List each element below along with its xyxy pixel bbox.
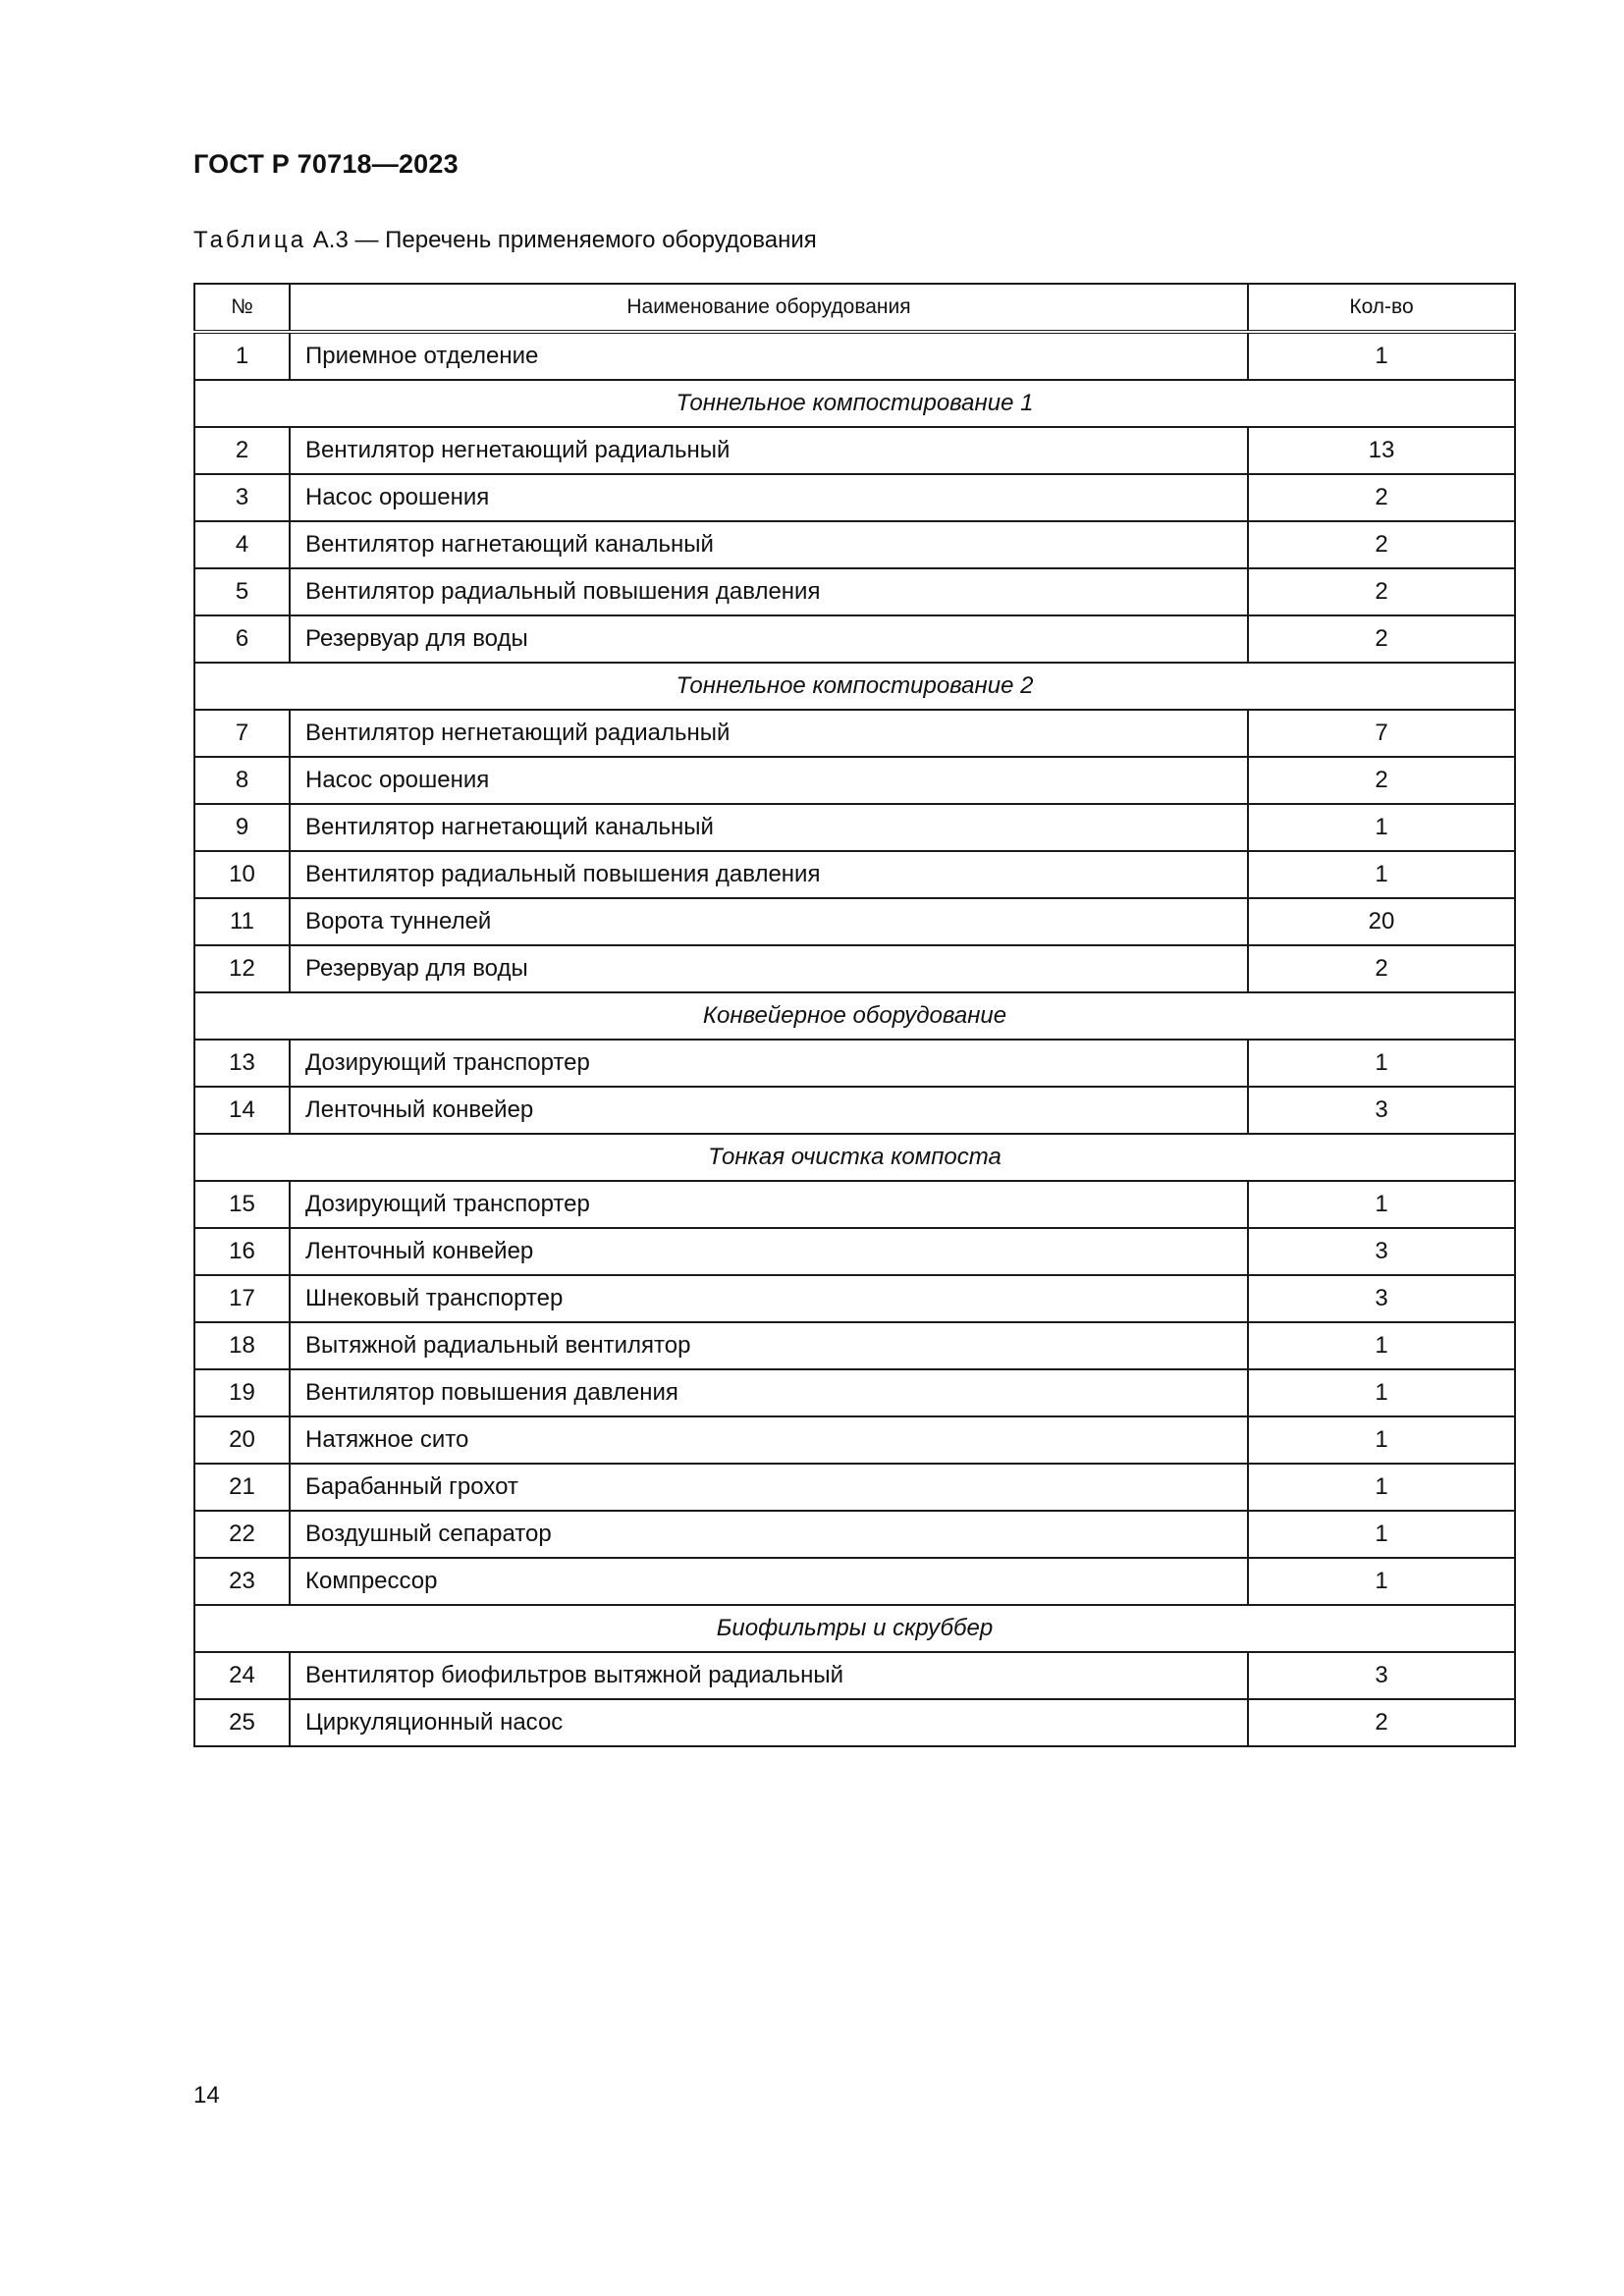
equipment-name: Барабанный грохот [290, 1464, 1248, 1511]
table-row [194, 1322, 1515, 1369]
table-row [194, 1181, 1515, 1228]
equipment-name: Вентилятор негнетающий радиальный [290, 427, 1248, 474]
equipment-name: Резервуар для воды [290, 615, 1248, 663]
row-number: 6 [194, 615, 290, 663]
row-number: 24 [194, 1652, 290, 1699]
row-number: 13 [194, 1040, 290, 1087]
equipment-name: Приемное отделение [290, 332, 1248, 380]
row-number: 14 [194, 1087, 290, 1134]
table-row [194, 1369, 1515, 1416]
equipment-quantity: 1 [1248, 1040, 1515, 1087]
equipment-name: Вентилятор нагнетающий канальный [290, 521, 1248, 568]
row-number: 11 [194, 898, 290, 945]
table-row [194, 1699, 1515, 1746]
table-row [194, 710, 1515, 757]
equipment-quantity: 3 [1248, 1275, 1515, 1322]
table-row [194, 1275, 1515, 1322]
row-number: 16 [194, 1228, 290, 1275]
table-body [194, 332, 1515, 1746]
equipment-quantity: 1 [1248, 1416, 1515, 1464]
row-number: 7 [194, 710, 290, 757]
equipment-name: Дозирующий транспортер [290, 1181, 1248, 1228]
equipment-quantity: 2 [1248, 568, 1515, 615]
row-number: 3 [194, 474, 290, 521]
column-header-name: Наименование оборудования [290, 284, 1248, 332]
equipment-name: Циркуляционный насос [290, 1699, 1248, 1746]
equipment-quantity: 1 [1248, 804, 1515, 851]
row-number: 2 [194, 427, 290, 474]
section-title: Биофильтры и скруббер [194, 1605, 1515, 1652]
row-number: 9 [194, 804, 290, 851]
equipment-quantity: 1 [1248, 1464, 1515, 1511]
row-number: 25 [194, 1699, 290, 1746]
equipment-name: Шнековый транспортер [290, 1275, 1248, 1322]
table-row [194, 521, 1515, 568]
table-row [194, 1558, 1515, 1605]
table-row [194, 568, 1515, 615]
table-row [194, 1087, 1515, 1134]
table-caption-prefix: Таблица [193, 227, 307, 253]
equipment-quantity: 1 [1248, 1322, 1515, 1369]
equipment-quantity: 3 [1248, 1652, 1515, 1699]
equipment-quantity: 1 [1248, 1181, 1515, 1228]
table-row [194, 1511, 1515, 1558]
table-row [194, 804, 1515, 851]
equipment-quantity: 3 [1248, 1087, 1515, 1134]
section-title: Тонкая очистка компоста [194, 1134, 1515, 1181]
equipment-quantity: 2 [1248, 615, 1515, 663]
section-title: Тоннельное компостирование 2 [194, 663, 1515, 710]
row-number: 18 [194, 1322, 290, 1369]
equipment-quantity: 3 [1248, 1228, 1515, 1275]
equipment-quantity: 2 [1248, 945, 1515, 992]
equipment-quantity: 2 [1248, 1699, 1515, 1746]
equipment-quantity: 1 [1248, 332, 1515, 380]
equipment-quantity: 2 [1248, 757, 1515, 804]
equipment-name: Резервуар для воды [290, 945, 1248, 992]
equipment-quantity: 1 [1248, 851, 1515, 898]
row-number: 20 [194, 1416, 290, 1464]
equipment-quantity: 2 [1248, 521, 1515, 568]
table-row [194, 851, 1515, 898]
table-row [194, 1464, 1515, 1511]
table-section-row [194, 663, 1515, 710]
equipment-quantity: 1 [1248, 1511, 1515, 1558]
equipment-name: Вентилятор негнетающий радиальный [290, 710, 1248, 757]
table-section-row [194, 380, 1515, 427]
equipment-name: Ленточный конвейер [290, 1228, 1248, 1275]
table-caption-title: А.3 — Перечень применяемого оборудования [306, 227, 817, 253]
table-row [194, 1040, 1515, 1087]
equipment-name: Компрессор [290, 1558, 1248, 1605]
row-number: 1 [194, 332, 290, 380]
equipment-name: Дозирующий транспортер [290, 1040, 1248, 1087]
column-header-number: № [194, 284, 290, 332]
section-title: Конвейерное оборудование [194, 992, 1515, 1040]
row-number: 12 [194, 945, 290, 992]
equipment-quantity: 1 [1248, 1558, 1515, 1605]
row-number: 23 [194, 1558, 290, 1605]
equipment-name: Натяжное сито [290, 1416, 1248, 1464]
section-title: Тоннельное компостирование 1 [194, 380, 1515, 427]
equipment-name: Вентилятор повышения давления [290, 1369, 1248, 1416]
row-number: 8 [194, 757, 290, 804]
table-row [194, 474, 1515, 521]
table-row [194, 757, 1515, 804]
table-row [194, 332, 1515, 380]
equipment-name: Вентилятор нагнетающий канальный [290, 804, 1248, 851]
row-number: 10 [194, 851, 290, 898]
document-header: ГОСТ Р 70718—2023 [193, 149, 459, 179]
row-number: 19 [194, 1369, 290, 1416]
table-section-row [194, 992, 1515, 1040]
equipment-name: Воздушный сепаратор [290, 1511, 1248, 1558]
table-header-row [194, 284, 1515, 332]
table-section-row [194, 1134, 1515, 1181]
equipment-name: Вентилятор радиальный повышения давления [290, 851, 1248, 898]
equipment-name: Вытяжной радиальный вентилятор [290, 1322, 1248, 1369]
equipment-name: Вентилятор биофильтров вытяжной радиальный [290, 1652, 1248, 1699]
table-row [194, 1652, 1515, 1699]
row-number: 21 [194, 1464, 290, 1511]
page-number: 14 [193, 2082, 220, 2109]
equipment-quantity: 2 [1248, 474, 1515, 521]
equipment-quantity: 7 [1248, 710, 1515, 757]
equipment-quantity: 13 [1248, 427, 1515, 474]
table-section-row [194, 1605, 1515, 1652]
equipment-name: Ленточный конвейер [290, 1087, 1248, 1134]
equipment-quantity: 20 [1248, 898, 1515, 945]
equipment-name: Насос орошения [290, 757, 1248, 804]
equipment-table [193, 283, 1516, 1747]
equipment-quantity: 1 [1248, 1369, 1515, 1416]
row-number: 17 [194, 1275, 290, 1322]
table-row [194, 1228, 1515, 1275]
equipment-name: Насос орошения [290, 474, 1248, 521]
table-row [194, 945, 1515, 992]
equipment-name: Ворота туннелей [290, 898, 1248, 945]
table-row [194, 615, 1515, 663]
table-row [194, 427, 1515, 474]
row-number: 5 [194, 568, 290, 615]
row-number: 4 [194, 521, 290, 568]
row-number: 22 [194, 1511, 290, 1558]
equipment-name: Вентилятор радиальный повышения давления [290, 568, 1248, 615]
table-row [194, 898, 1515, 945]
table-caption [193, 226, 817, 255]
table-row [194, 1416, 1515, 1464]
row-number: 15 [194, 1181, 290, 1228]
column-header-quantity: Кол-во [1248, 284, 1515, 332]
